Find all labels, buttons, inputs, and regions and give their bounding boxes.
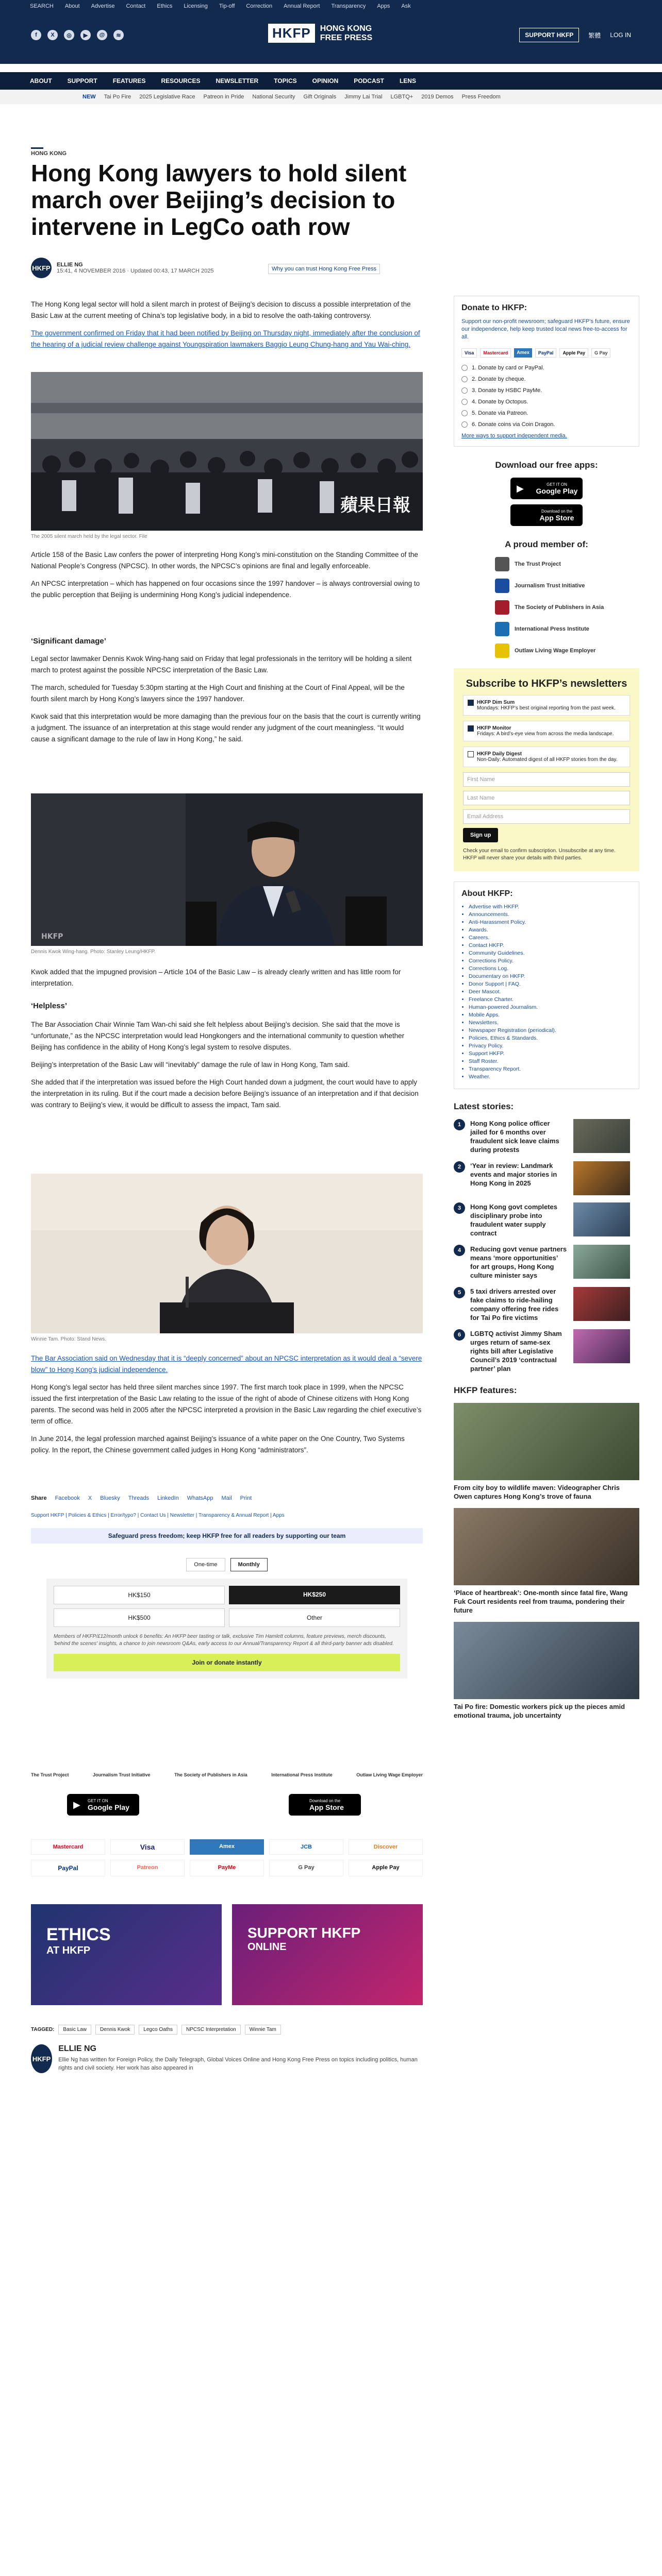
paragraph: Beijing’s interpretation of the Basic Law will “inevitably” damage the rule of law in Hong Kong, Tam said. bbox=[31, 1061, 350, 1069]
paragraph: The march, scheduled for Tuesday 5:30pm starting at the High Court and finishing at the Court of Final Appeal, will be the fourth silent march by Hong Kong’s lawyers since the 1997 handover. bbox=[31, 684, 405, 703]
photo-watermark: 蘋果日報 bbox=[340, 495, 410, 516]
annual-report-link[interactable]: Annual Report bbox=[284, 3, 320, 9]
about-link[interactable]: • Support HKFP. bbox=[469, 1050, 632, 1057]
logo-name: HONG KONG FREE PRESS bbox=[320, 24, 373, 42]
play-icon: ▶ bbox=[517, 483, 524, 494]
paragraph: The Bar Association Chair Winnie Tam Wan-chi said she felt helpless about Beijing’s decision. She said that the move is “unfortunate,” as the NPCSC interpretation would lead Hongkongers and the international community to question whether Beijing has confidence in the ability of Hong Kong’s legal system to resolve disputes. bbox=[31, 1021, 405, 1051]
share-row bbox=[31, 1495, 252, 1501]
byline bbox=[31, 258, 214, 278]
subheading: ‘Helpless’ bbox=[31, 1002, 68, 1010]
about-link[interactable]: • Human-powered Journalism. bbox=[469, 1004, 632, 1010]
latest-story[interactable]: 5 5 taxi drivers arrested over fake claims to ride-hailing company offering free rides for Tai Po fire victims bbox=[454, 1287, 639, 1322]
living-wage-logo[interactable]: Outlaw Living Wage Employer bbox=[356, 1772, 423, 1777]
member-logo-row bbox=[31, 1772, 423, 1777]
about-link[interactable]: • Donor Support | FAQ. bbox=[469, 981, 632, 987]
email-input[interactable]: Email Address bbox=[463, 809, 630, 824]
latest-story[interactable]: 1 Hong Kong police officer jailed for 6 months over fraudulent sick leave claims during protests bbox=[454, 1119, 639, 1154]
paragraph-link[interactable]: The Bar Association said on Wednesday that it is “deeply concerned” about an NPCSC interpretation as it would deal a “severe blow” to Hong Kong’s judicial independence. bbox=[31, 1354, 422, 1374]
paragraph: Article 158 of the Basic Law confers the power of interpreting Hong Kong’s mini-constitution on the Standing Committee of the National People’s Congress (NPCSC). In other words, the NPCSC’s opinions are final and legally enforceable. bbox=[31, 551, 418, 570]
story-thumbnail bbox=[573, 1161, 630, 1195]
about-title: About HKFP: bbox=[461, 889, 513, 898]
latest-story[interactable]: 6 LGBTQ activist Jimmy Sham urges return of same-sex rights bill after Legislative Council’s 2019 ‘contractual partner’ plan bbox=[454, 1329, 639, 1373]
youtube-icon[interactable]: ▶ bbox=[80, 30, 91, 40]
story-thumbnail bbox=[573, 1287, 630, 1321]
about-link[interactable]: • Announcements. bbox=[469, 911, 632, 918]
paragraph: The Hong Kong legal sector will hold a silent march in protest of Beijing’s decision to discuss a possible interpretation of the Basic Law at the current meeting of China’s top legislative body, in a bid to resolve the oath-taking controversy. bbox=[31, 300, 411, 319]
applepay-icon: Apple Pay bbox=[349, 1860, 423, 1876]
about-link[interactable]: • Policies, Ethics & Standards. bbox=[469, 1035, 632, 1041]
feature-image bbox=[454, 1622, 639, 1699]
trending-item[interactable]: Tai Po Fire bbox=[104, 94, 131, 100]
site-logo[interactable] bbox=[268, 24, 372, 43]
donate-option[interactable]: 1. Donate by card or PayPal. bbox=[461, 365, 632, 371]
nav-opinion[interactable]: OPINION bbox=[312, 77, 339, 84]
author-box-bio: Ellie Ng has written for Foreign Policy, the Daily Telegraph, Global Voices Online and Hong Kong Free Press on topics including politics, human rights and civil society. Her work has also appeared in bbox=[58, 2057, 418, 2071]
newsletter-option-digest[interactable]: HKFP Daily Digest Non-Daily: Automated digest of all HKFP stories from the day. bbox=[463, 747, 630, 767]
google-play-button[interactable]: ▶ GET IT ON Google Play bbox=[67, 1794, 139, 1816]
about-link[interactable]: • Contact HKFP. bbox=[469, 942, 632, 948]
payment-badge-row bbox=[461, 348, 632, 358]
app-store-button[interactable]: Download on the App Store bbox=[289, 1794, 361, 1816]
tag[interactable]: NPCSC Interpretation bbox=[181, 2025, 241, 2035]
latest-story[interactable]: 3 Hong Kong govt completes disciplinary probe into fraudulent water supply contract bbox=[454, 1202, 639, 1238]
latest-story[interactable]: 2 ‘Year in review: Landmark events and major stories in Hong Kong in 2025 bbox=[454, 1161, 639, 1195]
tam-photo bbox=[31, 1174, 423, 1333]
login-link[interactable]: LOG IN bbox=[610, 31, 631, 39]
features-title: HKFP features: bbox=[454, 1385, 517, 1395]
newsletter-option-monitor[interactable]: HKFP Monitor Fridays: A bird’s-eye view from across the media landscape. bbox=[463, 721, 630, 741]
about-link[interactable]: • Newspaper Registration (periodical). bbox=[469, 1027, 632, 1033]
main-nav bbox=[0, 72, 662, 90]
jcb-icon: JCB bbox=[269, 1839, 343, 1855]
article-body-section3 bbox=[31, 967, 423, 995]
feature-story[interactable]: From city boy to wildlife maven: Videographer Chris Owen captures Hong Kong’s trove of fauna bbox=[454, 1403, 639, 1501]
visa-badge: Visa bbox=[461, 348, 477, 358]
newsletter-note: Check your email to confirm subscription. Unsubscribe at any time. HKFP will never share your details with third parties. bbox=[463, 848, 616, 861]
feature-story[interactable]: Tai Po fire: Domestic workers pick up the pieces amid emotional trauma, job uncertainty bbox=[454, 1622, 639, 1720]
paragraph: Kwok said that this interpretation would be more damaging than the previous four on the basis that the court is currently writing a judgment. The issuance of an interpretation at this stage would render any judgment of the court meaningless. “It would cause a significant damage to the rule of law in Hong Kong,” he said. bbox=[31, 713, 421, 743]
story-thumbnail bbox=[573, 1245, 630, 1279]
tag[interactable]: Basic Law bbox=[58, 2025, 91, 2035]
paragraph: She added that if the interpretation was issued before the High Court handed down a judgment, the court would have to apply the interpretation in its ruling. But if the court made a decision before Beijing’s issuance of an interpretation and if that decision was contrary to Beijing’s view, it would be difficult to assess the impact, Tam said. bbox=[31, 1078, 419, 1109]
jti-logo[interactable]: Journalism Trust Initiative bbox=[93, 1772, 151, 1777]
checkbox-checked[interactable] bbox=[468, 725, 474, 732]
paragraph-link[interactable]: The government confirmed on Friday that it had been notified by Beijing on Thursday night, immediately after the conclusion of the hearing of a judicial review challenge against Youngspiration lawmakers Baggio Leung Chung-hang and Yau Wai-ching. bbox=[31, 329, 420, 348]
donate-option[interactable]: 2. Donate by cheque. bbox=[461, 376, 632, 382]
trending-bar bbox=[0, 90, 662, 104]
trending-item[interactable]: National Security bbox=[252, 94, 295, 100]
tab-monthly[interactable]: Monthly bbox=[230, 1558, 268, 1571]
about-link[interactable]: • Corrections Log. bbox=[469, 965, 632, 972]
membership-blurb: Members of HKFP/£12/month unlock 6 benefits: An HKFP beer tasting or talk, exclusive Tim Hamlett columns, feature previews, merch discounts, 'behind the scenes' insights, a chance to join newsroom Q&As, early access to our Annual/Transparency Report & all third-party banner ads disabled. bbox=[54, 1634, 394, 1647]
about-link[interactable]: • Deer Mascot. bbox=[469, 989, 632, 995]
member-trust-project[interactable]: The Trust Project bbox=[495, 557, 639, 571]
donate-option[interactable]: 6. Donate coins via Coin Dragon. bbox=[461, 421, 632, 428]
story-thumbnail bbox=[573, 1119, 630, 1153]
share-x[interactable]: X bbox=[88, 1495, 92, 1501]
article-body-intro bbox=[31, 299, 423, 357]
instagram-icon[interactable]: ◎ bbox=[64, 30, 74, 40]
apps-title: Download our free apps: bbox=[495, 460, 598, 470]
last-name-input[interactable]: Last Name bbox=[463, 791, 630, 805]
story-thumbnail bbox=[573, 1202, 630, 1236]
tipoff-link[interactable]: Tip-off bbox=[219, 3, 235, 9]
mastercard-badge: Mastercard bbox=[480, 348, 511, 358]
author-box-avatar[interactable]: HKFP bbox=[31, 2044, 52, 2073]
sopa-icon bbox=[495, 600, 509, 615]
nav-about[interactable]: ABOUT bbox=[30, 77, 52, 84]
support-banner[interactable] bbox=[232, 1904, 423, 2005]
site-header bbox=[0, 12, 662, 64]
trending-item[interactable]: Press Freedom bbox=[461, 94, 501, 100]
donate-option[interactable]: 4. Donate by Octopus. bbox=[461, 399, 632, 405]
photo-caption: Dennis Kwok Wing-hang. Photo: Stanley Leung/HKFP. bbox=[31, 949, 156, 955]
social-links bbox=[31, 30, 124, 40]
about-list bbox=[461, 904, 632, 1080]
about-link[interactable]: About bbox=[64, 3, 80, 9]
about-link[interactable]: • Documentary on HKFP. bbox=[469, 973, 632, 979]
advertise-link[interactable]: Advertise bbox=[91, 3, 115, 9]
article-photo-kwok bbox=[31, 793, 423, 946]
crowd-photo bbox=[31, 372, 423, 531]
author-avatar[interactable]: HKFP bbox=[31, 258, 52, 278]
tab-one-time[interactable]: One-time bbox=[186, 1558, 225, 1571]
trust-project-logo[interactable]: The Trust Project bbox=[31, 1772, 69, 1777]
paragraph: Legal sector lawmaker Dennis Kwok Wing-hang said on Friday that legal professionals in the territory will be holding a silent march to protest against the possible NPCSC interpretation of the Basic Law. bbox=[31, 655, 412, 674]
section-rule bbox=[31, 147, 43, 149]
support-banner-title: SUPPORT HKFP bbox=[247, 1925, 361, 1941]
ethics-link[interactable]: Ethics bbox=[157, 3, 173, 9]
amount-option-selected[interactable]: HK$250 bbox=[229, 1586, 400, 1604]
subheading: ‘Significant damage’ bbox=[31, 637, 106, 646]
tag[interactable]: Dennis Kwok bbox=[95, 2025, 135, 2035]
about-box bbox=[454, 882, 639, 1089]
article-body-section1 bbox=[31, 549, 423, 607]
app-store-badges bbox=[454, 478, 639, 526]
about-link[interactable]: • Freelance Charter. bbox=[469, 996, 632, 1003]
article-body-section4 bbox=[31, 1019, 423, 1117]
about-link[interactable]: • Mobile Apps. bbox=[469, 1012, 632, 1018]
nav-newsletter[interactable]: NEWSLETTER bbox=[216, 77, 259, 84]
about-link[interactable]: • Awards. bbox=[469, 927, 632, 933]
ethics-banner[interactable] bbox=[31, 1904, 222, 2005]
paragraph: Hong Kong’s legal sector has held three silent marches since 1997. The first march took place in 1999, when the NPCSC issued the first interpretation of the Basic Law relating to the issue of the right of abode of Chinese citizens with Hong Kong parents. The second was held in 2005 after the NPCSC interpreted a provision in the Basic Law regarding the chief executive’s term of office. bbox=[31, 1383, 422, 1425]
member-sopa[interactable]: The Society of Publishers in Asia bbox=[495, 600, 639, 615]
article-body-section2 bbox=[31, 653, 423, 751]
member-living-wage[interactable]: Outlaw Living Wage Employer bbox=[495, 643, 639, 658]
paypal-icon: PayPal bbox=[31, 1860, 105, 1876]
support-hkfp-button[interactable]: SUPPORT HKFP bbox=[519, 28, 579, 42]
trending-item[interactable]: Patreon in Pride bbox=[203, 94, 244, 100]
paypal-badge: PayPal bbox=[535, 348, 557, 358]
nav-podcast[interactable]: PODCAST bbox=[354, 77, 384, 84]
amount-option[interactable]: HK$500 bbox=[54, 1608, 225, 1627]
first-name-input[interactable]: First Name bbox=[463, 772, 630, 787]
tag[interactable]: Winnie Tam bbox=[245, 2025, 281, 2035]
about-link[interactable]: • Privacy Policy. bbox=[469, 1043, 632, 1049]
feature-image bbox=[454, 1403, 639, 1480]
author-box bbox=[31, 2044, 423, 2073]
tags-label: TAGGED: bbox=[31, 2027, 55, 2032]
ethics-banner-title: ETHICS bbox=[46, 1925, 111, 1944]
amex-badge: Amex bbox=[514, 348, 532, 358]
play-icon: ▶ bbox=[73, 1800, 80, 1810]
share-threads[interactable]: Threads bbox=[128, 1495, 150, 1501]
share-whatsapp[interactable]: WhatsApp bbox=[187, 1495, 213, 1501]
kwok-photo bbox=[31, 793, 423, 946]
paragraph: Kwok added that the impugned provision – Article 104 of the Basic Law – is already clearly written and has little room for interpretation. bbox=[31, 968, 401, 987]
applepay-badge: Apple Pay bbox=[559, 348, 588, 358]
tag[interactable]: Legco Oaths bbox=[139, 2025, 177, 2035]
footer-links[interactable]: Support HKFP | Policies & Ethics | Error/typo? | Contact Us | Newsletter | Transparency & Annual Report | Apps bbox=[31, 1513, 285, 1518]
article-headline: Hong Kong lawyers to hold silent march over Beijing’s decision to intervene in LegCo oath row bbox=[31, 160, 407, 240]
payme-icon: PayMe bbox=[190, 1860, 264, 1876]
x-icon[interactable]: X bbox=[47, 30, 58, 40]
latest-title: Latest stories: bbox=[454, 1101, 514, 1111]
payment-methods bbox=[31, 1839, 423, 1876]
ipi-logo[interactable]: International Press Institute bbox=[271, 1772, 333, 1777]
member-jti[interactable]: Journalism Trust Initiative bbox=[495, 579, 639, 593]
safeguard-banner[interactable]: Safeguard press freedom; keep HKFP free for all readers by supporting our team bbox=[31, 1528, 423, 1544]
about-link[interactable]: • Transparency Report. bbox=[469, 1066, 632, 1072]
nav-resources[interactable]: RESOURCES bbox=[161, 77, 201, 84]
member-title: A proud member of: bbox=[505, 539, 588, 549]
latest-story[interactable]: 4 Reducing govt venue partners means ‘more opportunities’ for art groups, Hong Kong culture minister says bbox=[454, 1245, 639, 1280]
living-wage-icon bbox=[495, 643, 509, 658]
about-link[interactable]: • Community Guidelines. bbox=[469, 950, 632, 956]
share-bluesky[interactable]: Bluesky bbox=[100, 1495, 120, 1501]
logo-mark: HKFP bbox=[268, 24, 315, 43]
discover-icon: Discover bbox=[349, 1839, 423, 1855]
sidebar-google-play-button[interactable]: ▶ GET IT ON Google Play bbox=[510, 478, 583, 499]
search-link[interactable]: SEARCH bbox=[30, 3, 54, 9]
trending-item[interactable]: Gift Originals bbox=[303, 94, 337, 100]
about-link[interactable]: • Newsletters. bbox=[469, 1020, 632, 1026]
nav-lens[interactable]: LENS bbox=[399, 77, 416, 84]
gpay-icon: G Pay bbox=[269, 1860, 343, 1876]
paragraph: In June 2014, the legal profession marched against Beijing’s issuance of a white paper on the One Country, Two Systems policy. In the report, the Chinese government called judges in Hong Kong “administrators”. bbox=[31, 1435, 405, 1454]
paragraph: An NPCSC interpretation – which has happened on four occasions since the 1997 handover – is always controversial owing to the public perception that Beijing is undermining Hong Kong’s judicial independence. bbox=[31, 580, 420, 599]
author-name[interactable]: ELLIE NG bbox=[57, 262, 83, 268]
facebook-icon[interactable]: f bbox=[31, 30, 41, 40]
ethics-banner-sub: AT HKFP bbox=[46, 1945, 91, 1956]
donate-more-link[interactable]: More ways to support independent media. bbox=[461, 433, 567, 439]
share-label: Share bbox=[31, 1495, 47, 1501]
about-link[interactable]: • Anti-Harassment Policy. bbox=[469, 919, 632, 925]
join-donate-button[interactable]: Join or donate instantly bbox=[54, 1654, 400, 1671]
trending-item[interactable]: LGBTQ+ bbox=[390, 94, 413, 100]
correction-link[interactable]: Correction bbox=[246, 3, 273, 9]
signup-button[interactable]: Sign up bbox=[463, 828, 498, 842]
utility-bar bbox=[0, 0, 662, 12]
photo-caption: Winnie Tam. Photo: Stand News. bbox=[31, 1336, 106, 1342]
ipi-icon bbox=[495, 622, 509, 636]
licensing-link[interactable]: Licensing bbox=[184, 3, 208, 9]
donate-text[interactable]: Support our non-profit newsroom; safeguard HKFP’s future, ensure our independence, help keep trusted local news free-to-access for all. bbox=[461, 318, 630, 340]
trending-item[interactable]: 2025 Legislative Race bbox=[139, 94, 195, 100]
donate-option[interactable]: 3. Donate by HSBC PayMe. bbox=[461, 387, 632, 394]
trending-item[interactable]: Jimmy Lai Trial bbox=[344, 94, 383, 100]
nav-features[interactable]: FEATURES bbox=[112, 77, 146, 84]
article-body-section5 bbox=[31, 1353, 423, 1462]
contact-link[interactable]: Contact bbox=[126, 3, 146, 9]
newsletter-option-dimsum[interactable]: HKFP Dim Sum Mondays: HKFP’s best original reporting from the past week. bbox=[463, 695, 630, 716]
rss-icon[interactable]: ≋ bbox=[113, 30, 124, 40]
member-ipi[interactable]: International Press Institute bbox=[495, 622, 639, 636]
author-box-name[interactable]: ELLIE NG bbox=[58, 2044, 96, 2053]
story-thumbnail bbox=[573, 1329, 630, 1363]
support-banner-sub: ONLINE bbox=[247, 1941, 287, 1953]
sidebar bbox=[454, 296, 639, 1727]
share-print[interactable]: Print bbox=[240, 1495, 252, 1501]
nav-topics[interactable]: TOPICS bbox=[274, 77, 297, 84]
checkbox[interactable] bbox=[468, 751, 474, 757]
share-linkedin[interactable]: LinkedIn bbox=[157, 1495, 179, 1501]
section-label[interactable]: HONG KONG bbox=[31, 150, 67, 157]
visa-icon: Visa bbox=[110, 1839, 185, 1855]
newsletter-box bbox=[454, 668, 639, 871]
sopa-logo[interactable]: The Society of Publishers in Asia bbox=[174, 1772, 247, 1777]
donate-box bbox=[454, 296, 639, 447]
donate-option[interactable]: 5. Donate via Patreon. bbox=[461, 410, 632, 416]
about-link[interactable]: • Advertise with HKFP. bbox=[469, 904, 632, 910]
feature-image bbox=[454, 1508, 639, 1585]
jti-icon bbox=[495, 579, 509, 593]
about-link[interactable]: • Staff Roster. bbox=[469, 1058, 632, 1064]
share-mail[interactable]: Mail bbox=[221, 1495, 232, 1501]
header-actions bbox=[519, 28, 631, 42]
article-dateline: 15:41, 4 NOVEMBER 2016 · Updated 00:43, 17 MARCH 2025 bbox=[57, 268, 214, 274]
newsletter-title: Subscribe to HKFP’s newsletters bbox=[466, 678, 627, 689]
apps-link[interactable]: Apps bbox=[377, 3, 390, 9]
nav-support[interactable]: SUPPORT bbox=[67, 77, 97, 84]
checkbox-checked[interactable] bbox=[468, 700, 474, 706]
ask-link[interactable]: Ask bbox=[401, 3, 411, 9]
mastercard-icon: Mastercard bbox=[31, 1839, 105, 1855]
share-facebook[interactable]: Facebook bbox=[55, 1495, 80, 1501]
donate-title: Donate to HKFP: bbox=[461, 303, 527, 312]
about-link[interactable]: • Careers. bbox=[469, 935, 632, 941]
trending-item[interactable]: 2019 Demos bbox=[421, 94, 454, 100]
amex-icon: Amex bbox=[190, 1839, 264, 1855]
trust-link[interactable]: Why you can trust Hong Kong Free Press bbox=[268, 264, 380, 274]
threads-icon[interactable]: @ bbox=[97, 30, 107, 40]
about-link[interactable]: • Weather. bbox=[469, 1074, 632, 1080]
sidebar-app-store-button[interactable]: Download on the App Store bbox=[510, 504, 583, 526]
language-toggle[interactable]: 繁體 bbox=[588, 31, 601, 39]
photo-caption: The 2005 silent march held by the legal sector. File bbox=[31, 534, 147, 539]
trending-label: NEW bbox=[82, 94, 96, 100]
trust-project-icon bbox=[495, 557, 509, 571]
about-link[interactable]: • Corrections Policy. bbox=[469, 958, 632, 964]
article-photo-tam bbox=[31, 1174, 423, 1333]
transparency-link[interactable]: Transparency bbox=[331, 3, 366, 9]
photo-watermark: HKFP bbox=[41, 933, 63, 941]
donation-widget bbox=[31, 1551, 423, 1700]
amount-option[interactable]: Other bbox=[229, 1608, 400, 1627]
tag-list bbox=[31, 2025, 281, 2035]
feature-story[interactable]: ‘Place of heartbreak’: One-month since fatal fire, Wang Fuk Court residents reel from trauma, pondering their future bbox=[454, 1508, 639, 1615]
patreon-icon: Patreon bbox=[110, 1860, 185, 1876]
gpay-badge: G Pay bbox=[591, 348, 611, 358]
article-photo-march bbox=[31, 372, 423, 531]
amount-option[interactable]: HK$150 bbox=[54, 1586, 225, 1604]
